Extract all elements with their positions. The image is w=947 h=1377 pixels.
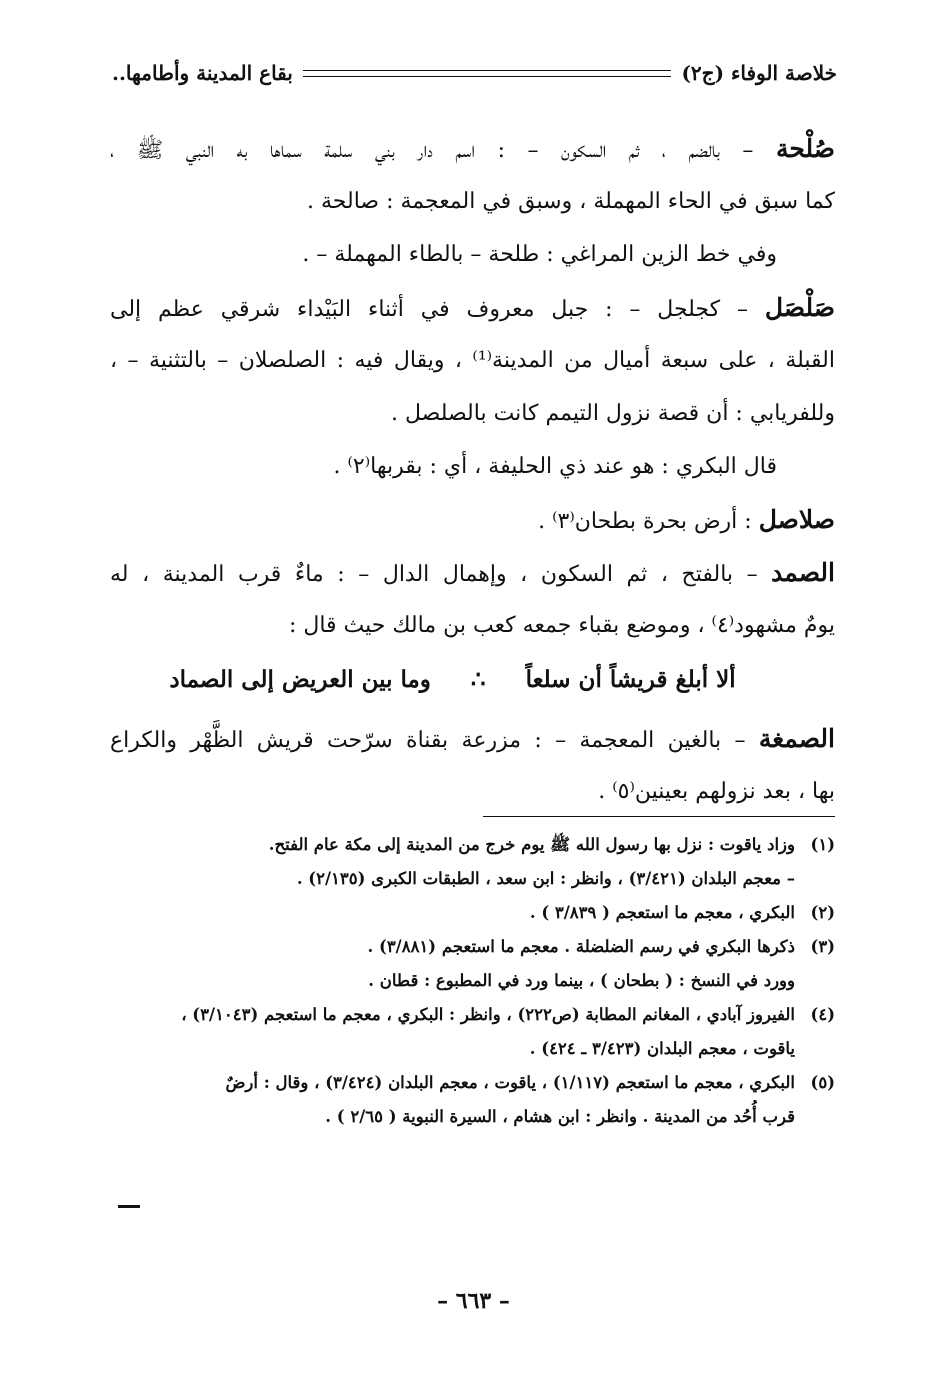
entry-text: – بالفتح ، ثم السكون ، وإهمال الدال – : ماءٌ قرب المدينة ، له: [110, 562, 772, 587]
text-line: يومٌ مشهود⁽٤⁾ ، وموضع بقباء جمعه كعب بن مالك حيث قال :: [288, 613, 835, 638]
footnote-4-continued: ياقوت ، معجم البلدان (٣/٤٢٣ ـ ٤٢٤) .: [529, 1039, 795, 1058]
footnote-5-continued: قرب أُحُد من المدينة . وانظر : ابن هشام ، السيرة النبوية ( ٢/٦٥ ) .: [325, 1107, 795, 1126]
text-line: القبلة ، على سبعة أميال من المدينة⁽¹⁾ ، ويقال فيه : الصلصلان – بالتثنية – ،: [110, 348, 835, 373]
text-line: [110, 493, 835, 546]
entry-term: الصمد: [771, 558, 835, 587]
text-line: قال البكري : هو عند ذي الحليفة ، أي : بقربها⁽٢⁾ .: [333, 454, 777, 479]
footnote-text: البكري ، معجم ما استعجم ( ٣/٨٣٩ ) .: [529, 903, 795, 922]
footnote-number: (٤): [810, 1005, 835, 1024]
verse-separator: ∴: [470, 666, 486, 693]
text-line: وللفريابي : أن قصة نزول التيمم كانت بالصلصل .: [390, 401, 835, 426]
footnotes: [110, 828, 835, 1134]
text-line: [110, 281, 835, 334]
text-line: [110, 546, 835, 599]
text-line: وفي خط الزين المراغي : طلحة – بالطاء المهملة – .: [302, 242, 777, 267]
entry-text: – بالضم ، ثم السكون – : اسم دار بني سلمة سماها به النبي ﷺ ،: [110, 138, 776, 163]
entry-term: صلاصل: [758, 505, 835, 534]
header-rule: [303, 70, 672, 77]
footnote-text: الفيروز آبادي ، المغانم المطابة (ص٢٢٢) ، وانظر : البكري ، معجم ما استعجم (٣/١٠٤٣) ،: [181, 1005, 795, 1024]
footnote-number: (٢): [810, 903, 835, 922]
footnote-5: [110, 1066, 835, 1100]
poetry-verse: [110, 652, 835, 712]
text-line: [110, 122, 835, 175]
footnote-3: [110, 930, 835, 964]
footnote-text: البكري ، معجم ما استعجم (١/١١٧) ، ياقوت ، معجم البلدان (٣/٤٢٤) ، وقال : أرضٌ: [225, 1073, 795, 1092]
footnote-number: (١): [810, 835, 835, 854]
footnote-3-continued: وورد في النسخ : ( بطحان ) ، بينما ورد في المطبوع : قطان .: [368, 971, 795, 990]
footnote-4: [110, 998, 835, 1032]
footnote-1: [110, 828, 835, 862]
running-header: [112, 55, 837, 91]
footnote-1-continued: – معجم البلدان (٣/٤٢١) ، وانظر : ابن سعد ، الطبقات الكبرى (٢/١٣٥) .: [296, 869, 795, 888]
continuation-dash: [118, 1205, 140, 1208]
chapter-title: بقاع المدينة وأطامها..: [112, 61, 293, 85]
entry-term: الصمغة: [758, 724, 835, 753]
footnote-text: ذكرها البكري في رسم الضلضلة . معجم ما استعجم (٣/٨٨١) .: [367, 937, 795, 956]
footnote-number: (٥): [810, 1073, 835, 1092]
entry-text: : أرض بحرة بطحان⁽٣⁾ .: [538, 509, 759, 534]
verse-second-hemistich: وما بين العريض إلى الصماد: [169, 666, 431, 693]
footnote-number: (٣): [810, 937, 835, 956]
page-number: – ٦٦٣ –: [437, 1288, 510, 1314]
footnote-separator: [483, 816, 835, 817]
entry-term: صُلْحة: [775, 134, 835, 163]
text-line: بها ، بعد نزولهم بعينين⁽٥⁾ .: [598, 779, 835, 804]
entry-term: صَلْصَل: [764, 293, 835, 322]
verse-first-hemistich: ألا أبلغ قريشاً أن سلعاً: [525, 666, 736, 693]
text-line: [110, 712, 835, 765]
entry-text: – كجلجل – : جبل معروف في أثناء البَيْداء شرقي عظم إلى: [110, 297, 765, 322]
book-title: خلاصة الوفاء (ج٢): [681, 61, 837, 85]
main-text: [110, 122, 835, 818]
footnote-text: وزاد ياقوت : نزل بها رسول الله ﷺ يوم خرج من المدينة إلى مكة عام الفتح.: [268, 835, 795, 854]
footnote-2: [110, 896, 835, 930]
text-line: كما سبق في الحاء المهملة ، وسبق في المعجمة : صالحة .: [307, 189, 835, 214]
entry-text: – بالغين المعجمة – : مزرعة بقناة سرّحت قريش الظَّهْر والكراع: [110, 728, 759, 753]
